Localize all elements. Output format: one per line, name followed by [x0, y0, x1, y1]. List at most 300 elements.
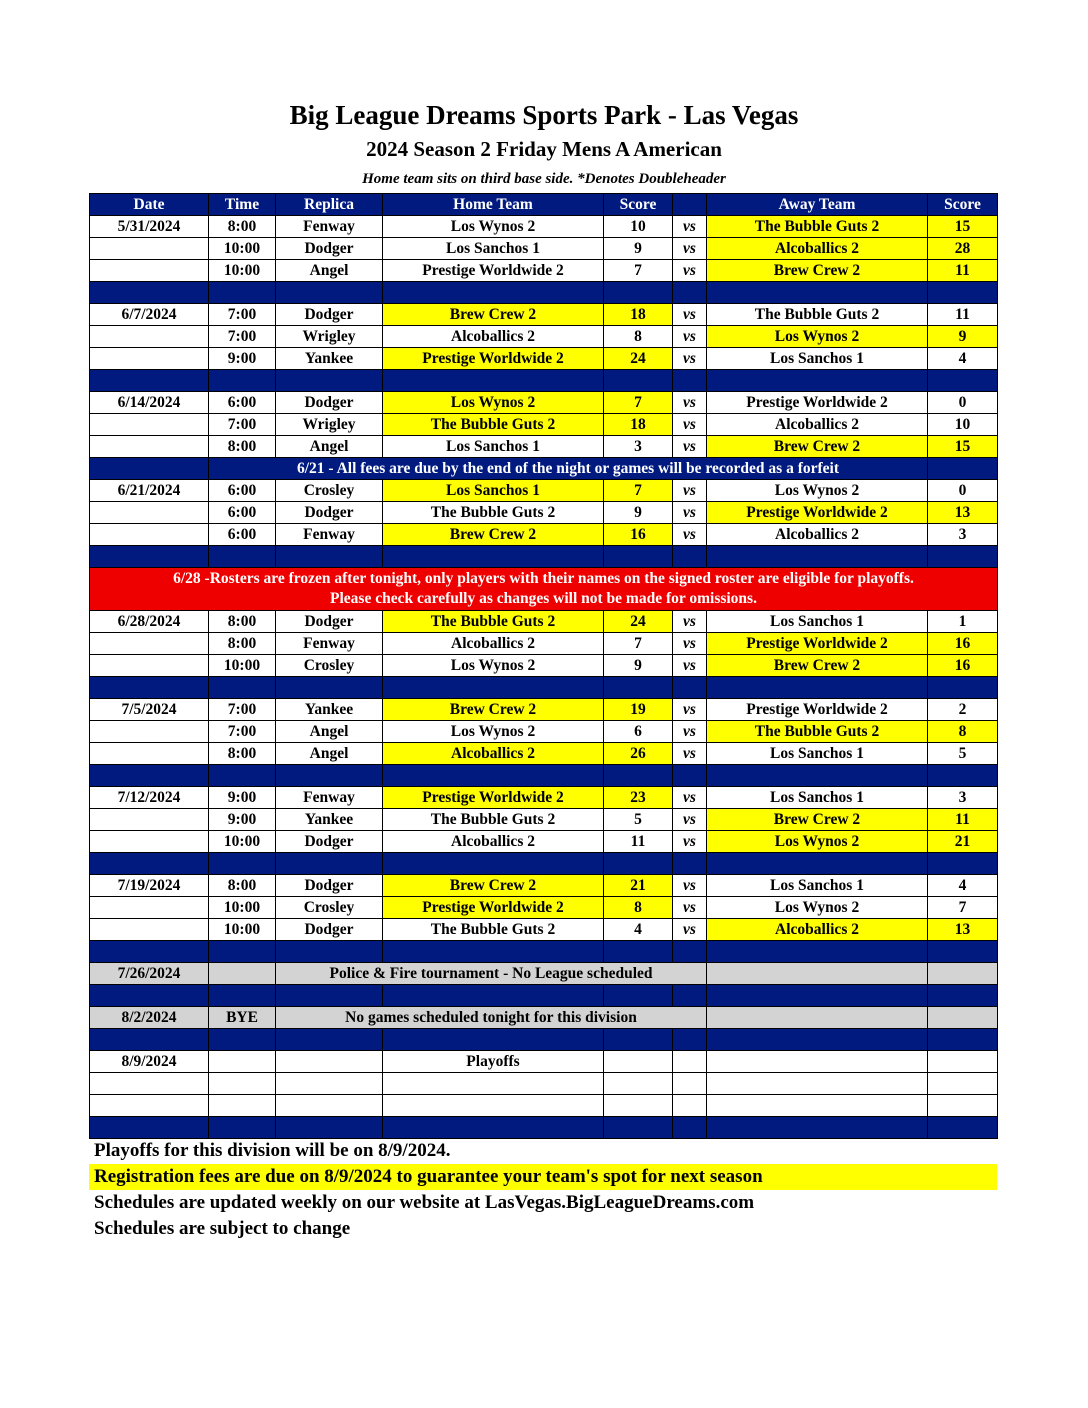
away-team: Los Wynos 2 [707, 326, 928, 348]
table-row [90, 743, 998, 765]
table-row [90, 260, 998, 282]
fees-notice-row [90, 458, 998, 480]
game-field: Yankee [276, 809, 383, 831]
away-score: 13 [928, 919, 998, 941]
away-score: 11 [928, 304, 998, 326]
vs-label: vs [673, 436, 707, 458]
vs-label: vs [673, 655, 707, 677]
game-date: 7/19/2024 [90, 875, 209, 897]
off-week-row [90, 1007, 998, 1029]
away-score: 16 [928, 633, 998, 655]
table-row [90, 502, 998, 524]
game-field: Dodger [276, 831, 383, 853]
vs-label: vs [673, 216, 707, 238]
home-score: 7 [604, 480, 673, 502]
game-field: Fenway [276, 633, 383, 655]
table-row [90, 414, 998, 436]
separator-cell [673, 546, 707, 568]
away-score: 1 [928, 611, 998, 633]
separator-cell [673, 282, 707, 304]
table-row [90, 721, 998, 743]
game-field: Crosley [276, 480, 383, 502]
away-team [707, 1073, 928, 1095]
separator-cell [604, 853, 673, 875]
game-field [276, 1095, 383, 1117]
separator-cell [673, 941, 707, 963]
game-field: Yankee [276, 699, 383, 721]
game-date: 5/31/2024 [90, 216, 209, 238]
col-header-home-team: Home Team [383, 194, 604, 216]
separator-cell [209, 985, 276, 1007]
away-team: Los Wynos 2 [707, 480, 928, 502]
away-team [707, 1095, 928, 1117]
away-team: The Bubble Guts 2 [707, 721, 928, 743]
separator-cell [209, 1117, 276, 1139]
separator-cell [673, 765, 707, 787]
separator-cell [707, 853, 928, 875]
away-team: Prestige Worldwide 2 [707, 502, 928, 524]
home-score: 9 [604, 502, 673, 524]
footer-registration-note: Registration fees are due on 8/9/2024 to guarantee your team's spot for next season [89, 1164, 997, 1190]
separator-cell [673, 1029, 707, 1051]
home-score: 26 [604, 743, 673, 765]
home-score: 7 [604, 260, 673, 282]
vs-label: vs [673, 787, 707, 809]
vs-label: vs [673, 348, 707, 370]
vs-label: vs [673, 392, 707, 414]
separator-cell [604, 370, 673, 392]
separator-cell [90, 282, 209, 304]
away-team: Alcoballics 2 [707, 919, 928, 941]
game-date [90, 743, 209, 765]
home-score: 19 [604, 699, 673, 721]
separator-cell [604, 1117, 673, 1139]
game-field: Fenway [276, 787, 383, 809]
separator-cell [928, 677, 998, 699]
col-header-away-score: Score [928, 194, 998, 216]
away-score: 28 [928, 238, 998, 260]
home-team: Alcoballics 2 [383, 633, 604, 655]
table-row [90, 787, 998, 809]
game-date: 6/7/2024 [90, 304, 209, 326]
separator-cell [383, 985, 604, 1007]
away-score: 5 [928, 743, 998, 765]
separator-cell [383, 1029, 604, 1051]
home-team: Los Wynos 2 [383, 721, 604, 743]
separator-cell [383, 1117, 604, 1139]
separator-cell [383, 546, 604, 568]
table-row [90, 1051, 998, 1073]
empty-cell [928, 963, 998, 985]
home-team: Playoffs [383, 1051, 604, 1073]
table-row [90, 326, 998, 348]
game-date [90, 655, 209, 677]
separator-cell [209, 1029, 276, 1051]
away-team: Los Sanchos 1 [707, 787, 928, 809]
separator-cell [604, 282, 673, 304]
home-score: 10 [604, 216, 673, 238]
vs-label: vs [673, 919, 707, 941]
game-field: Wrigley [276, 326, 383, 348]
separator-cell [707, 370, 928, 392]
away-team: The Bubble Guts 2 [707, 304, 928, 326]
game-date [90, 326, 209, 348]
separator-cell [928, 853, 998, 875]
roster-notice [90, 568, 998, 611]
vs-label: vs [673, 699, 707, 721]
vs-label: vs [673, 633, 707, 655]
away-team: Brew Crew 2 [707, 436, 928, 458]
away-score: 13 [928, 502, 998, 524]
separator-cell [707, 1117, 928, 1139]
game-time: 10:00 [209, 897, 276, 919]
empty-cell [707, 963, 928, 985]
game-date [90, 633, 209, 655]
table-row [90, 611, 998, 633]
table-row [90, 348, 998, 370]
game-date: 6/28/2024 [90, 611, 209, 633]
table-row [90, 392, 998, 414]
footer-playoffs-note: Playoffs for this division will be on 8/9/2024. [94, 1140, 451, 1161]
away-team: Los Sanchos 1 [707, 743, 928, 765]
home-score: 7 [604, 633, 673, 655]
home-score: 18 [604, 414, 673, 436]
away-team: Prestige Worldwide 2 [707, 392, 928, 414]
separator-cell [707, 985, 928, 1007]
separator-cell [707, 546, 928, 568]
away-team: Prestige Worldwide 2 [707, 633, 928, 655]
game-time: 9:00 [209, 809, 276, 831]
game-time: 6:00 [209, 392, 276, 414]
away-score [928, 1073, 998, 1095]
off-week-message: No games scheduled tonight for this division [276, 1007, 707, 1029]
away-score: 16 [928, 655, 998, 677]
game-date: 7/12/2024 [90, 787, 209, 809]
separator-cell [604, 985, 673, 1007]
separator-cell [707, 282, 928, 304]
separator-cell [276, 1029, 383, 1051]
game-date [90, 721, 209, 743]
vs-label: vs [673, 238, 707, 260]
away-team: Los Sanchos 1 [707, 875, 928, 897]
game-time: 9:00 [209, 348, 276, 370]
vs-label: vs [673, 831, 707, 853]
separator-cell [276, 677, 383, 699]
roster-notice-line-1: 6/28 -Rosters are frozen after tonight, only players with their names on the signed roster are eligible for playoffs. [173, 570, 914, 587]
game-date: 6/21/2024 [90, 480, 209, 502]
game-time: 10:00 [209, 831, 276, 853]
col-header-away-team: Away Team [707, 194, 928, 216]
home-score: 7 [604, 392, 673, 414]
table-row [90, 1073, 998, 1095]
game-date [90, 919, 209, 941]
separator-cell [90, 765, 209, 787]
away-score: 21 [928, 831, 998, 853]
away-score: 9 [928, 326, 998, 348]
game-date [90, 831, 209, 853]
away-team: Alcoballics 2 [707, 414, 928, 436]
game-field: Dodger [276, 611, 383, 633]
table-row [90, 655, 998, 677]
game-time: 10:00 [209, 260, 276, 282]
separator-cell [707, 677, 928, 699]
game-time: 7:00 [209, 699, 276, 721]
home-team: Los Wynos 2 [383, 216, 604, 238]
separator-cell [928, 370, 998, 392]
separator-cell [707, 1029, 928, 1051]
vs-label [673, 1095, 707, 1117]
away-team: Brew Crew 2 [707, 655, 928, 677]
separator-cell [276, 765, 383, 787]
game-time: 6:00 [209, 502, 276, 524]
game-time: 10:00 [209, 919, 276, 941]
away-score: 15 [928, 216, 998, 238]
table-row [90, 875, 998, 897]
table-header-row [90, 194, 998, 216]
away-score [928, 1051, 998, 1073]
game-field [276, 1073, 383, 1095]
table-row [90, 633, 998, 655]
away-score: 2 [928, 699, 998, 721]
game-field: Dodger [276, 304, 383, 326]
home-team: Alcoballics 2 [383, 743, 604, 765]
home-team: Brew Crew 2 [383, 875, 604, 897]
separator-cell [673, 1117, 707, 1139]
separator-cell [383, 677, 604, 699]
week-separator-row [90, 546, 998, 568]
separator-cell [604, 941, 673, 963]
game-date: 7/5/2024 [90, 699, 209, 721]
home-team [383, 1095, 604, 1117]
table-row [90, 919, 998, 941]
home-team: Alcoballics 2 [383, 831, 604, 853]
vs-label: vs [673, 721, 707, 743]
game-date [90, 809, 209, 831]
empty-cell [707, 1007, 928, 1029]
table-row [90, 524, 998, 546]
home-score: 9 [604, 238, 673, 260]
away-score [928, 1095, 998, 1117]
separator-cell [707, 765, 928, 787]
game-field: Fenway [276, 524, 383, 546]
separator-cell [209, 282, 276, 304]
away-score: 3 [928, 787, 998, 809]
week-separator-row [90, 677, 998, 699]
home-score: 16 [604, 524, 673, 546]
page-subtitle: 2024 Season 2 Friday Mens A American [366, 137, 722, 161]
home-score [604, 1095, 673, 1117]
game-date: 7/26/2024 [90, 963, 209, 985]
separator-cell [928, 546, 998, 568]
separator-cell [276, 282, 383, 304]
game-field: Dodger [276, 919, 383, 941]
home-team: Brew Crew 2 [383, 699, 604, 721]
table-row [90, 216, 998, 238]
away-score: 3 [928, 524, 998, 546]
home-team: Prestige Worldwide 2 [383, 787, 604, 809]
off-week-row [90, 963, 998, 985]
separator-cell [209, 853, 276, 875]
home-team: Los Wynos 2 [383, 392, 604, 414]
footer-change-note: Schedules are subject to change [94, 1218, 351, 1239]
away-score: 4 [928, 875, 998, 897]
game-time [209, 1051, 276, 1073]
home-score: 8 [604, 326, 673, 348]
vs-label: vs [673, 326, 707, 348]
game-time: 7:00 [209, 304, 276, 326]
away-score: 7 [928, 897, 998, 919]
footer-website-note: Schedules are updated weekly on our website at LasVegas.BigLeagueDreams.com [94, 1192, 755, 1213]
table-row [90, 831, 998, 853]
away-team: Los Wynos 2 [707, 897, 928, 919]
game-field: Yankee [276, 348, 383, 370]
game-time: 7:00 [209, 721, 276, 743]
away-score: 4 [928, 348, 998, 370]
separator-cell [209, 370, 276, 392]
separator-cell [90, 546, 209, 568]
home-team: Prestige Worldwide 2 [383, 897, 604, 919]
vs-label: vs [673, 480, 707, 502]
vs-label: vs [673, 304, 707, 326]
page-title: Big League Dreams Sports Park - Las Vegas [289, 100, 799, 130]
game-date [90, 1095, 209, 1117]
separator-cell [928, 458, 998, 480]
away-score: 10 [928, 414, 998, 436]
home-team: The Bubble Guts 2 [383, 611, 604, 633]
home-score: 23 [604, 787, 673, 809]
home-team: Prestige Worldwide 2 [383, 260, 604, 282]
table-row [90, 1095, 998, 1117]
game-time: 7:00 [209, 414, 276, 436]
separator-cell [673, 677, 707, 699]
vs-label [673, 1073, 707, 1095]
game-field [276, 1051, 383, 1073]
game-date [90, 897, 209, 919]
table-row [90, 699, 998, 721]
home-score: 5 [604, 809, 673, 831]
home-score: 4 [604, 919, 673, 941]
home-team: Brew Crew 2 [383, 304, 604, 326]
separator-cell [673, 370, 707, 392]
game-time: BYE [209, 1007, 276, 1029]
col-header-home-score: Score [604, 194, 673, 216]
game-field: Angel [276, 260, 383, 282]
game-time: 8:00 [209, 633, 276, 655]
table-row [90, 897, 998, 919]
vs-label [673, 1051, 707, 1073]
separator-cell [209, 546, 276, 568]
home-score: 18 [604, 304, 673, 326]
week-separator-row [90, 853, 998, 875]
col-header-replica: Replica [276, 194, 383, 216]
game-field: Angel [276, 721, 383, 743]
game-date [90, 260, 209, 282]
separator-cell [928, 282, 998, 304]
empty-cell [928, 1007, 998, 1029]
vs-label: vs [673, 743, 707, 765]
game-date [90, 238, 209, 260]
off-week-message: Police & Fire tournament - No League scheduled [276, 963, 707, 985]
game-date [90, 502, 209, 524]
col-header-date: Date [90, 194, 209, 216]
home-team: The Bubble Guts 2 [383, 502, 604, 524]
separator-cell [383, 941, 604, 963]
away-team: Alcoballics 2 [707, 238, 928, 260]
game-date: 8/9/2024 [90, 1051, 209, 1073]
separator-cell [276, 985, 383, 1007]
game-date [90, 414, 209, 436]
week-separator-row [90, 282, 998, 304]
separator-cell [90, 1029, 209, 1051]
separator-cell [90, 853, 209, 875]
game-field: Dodger [276, 502, 383, 524]
home-team: The Bubble Guts 2 [383, 414, 604, 436]
home-score: 11 [604, 831, 673, 853]
away-score: 15 [928, 436, 998, 458]
game-field: Angel [276, 436, 383, 458]
game-field: Fenway [276, 216, 383, 238]
game-date [90, 524, 209, 546]
game-time [209, 963, 276, 985]
game-field: Wrigley [276, 414, 383, 436]
vs-label: vs [673, 875, 707, 897]
away-score: 0 [928, 392, 998, 414]
game-time: 7:00 [209, 326, 276, 348]
home-team: The Bubble Guts 2 [383, 809, 604, 831]
home-score: 24 [604, 611, 673, 633]
separator-cell [209, 765, 276, 787]
week-separator-row [90, 941, 998, 963]
vs-label: vs [673, 260, 707, 282]
game-field: Crosley [276, 897, 383, 919]
col-header-vs [673, 194, 707, 216]
game-date [90, 436, 209, 458]
separator-cell [673, 985, 707, 1007]
separator-cell [604, 677, 673, 699]
home-team [383, 1073, 604, 1095]
game-date: 8/2/2024 [90, 1007, 209, 1029]
separator-cell [673, 853, 707, 875]
roster-notice-line-2: Please check carefully as changes will not be made for omissions. [330, 590, 757, 607]
home-team: Los Sanchos 1 [383, 238, 604, 260]
separator-cell [604, 1029, 673, 1051]
separator-cell [928, 941, 998, 963]
game-time: 8:00 [209, 743, 276, 765]
home-team-note: Home team sits on third base side. *Denotes Doubleheader [362, 171, 726, 187]
schedule-table [89, 193, 998, 1139]
separator-cell [209, 677, 276, 699]
roster-notice-row [90, 568, 998, 611]
home-team: Alcoballics 2 [383, 326, 604, 348]
away-score: 11 [928, 809, 998, 831]
game-field: Crosley [276, 655, 383, 677]
away-score: 8 [928, 721, 998, 743]
separator-cell [276, 853, 383, 875]
game-field: Angel [276, 743, 383, 765]
separator-cell [90, 985, 209, 1007]
game-field: Dodger [276, 392, 383, 414]
separator-cell [209, 941, 276, 963]
separator-cell [604, 546, 673, 568]
away-team: Brew Crew 2 [707, 809, 928, 831]
separator-cell [90, 1117, 209, 1139]
home-score: 3 [604, 436, 673, 458]
separator-cell [90, 941, 209, 963]
separator-cell [383, 282, 604, 304]
home-team: Prestige Worldwide 2 [383, 348, 604, 370]
home-team: Los Sanchos 1 [383, 480, 604, 502]
game-date: 6/14/2024 [90, 392, 209, 414]
